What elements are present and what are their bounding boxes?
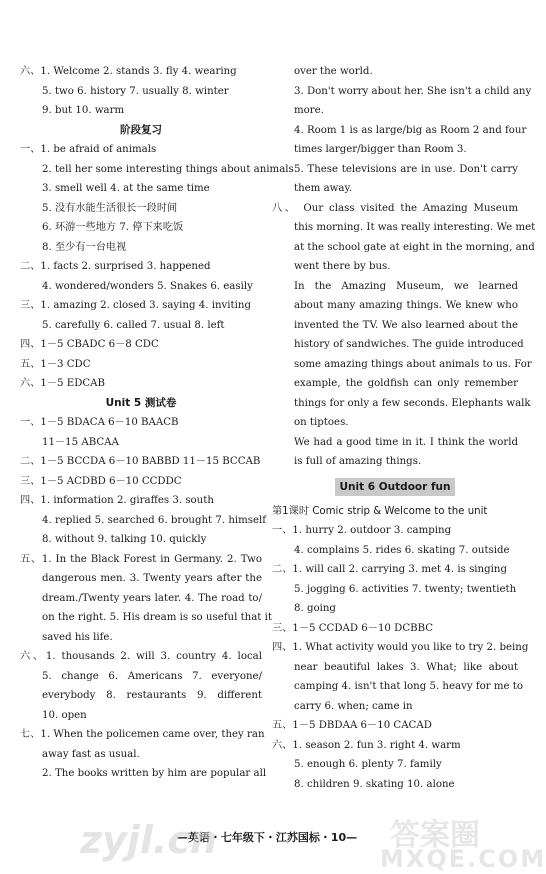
left-line-15: 五、1－3 CDC — [20, 358, 91, 370]
left-line-28: on the right. 5. His dream is so useful that it — [42, 612, 272, 623]
right-line-36: 8. children 9. skating 10. alone — [294, 778, 455, 790]
left-line-0: 六、1. Welcome 2. stands 3. fly 4. wearing — [20, 66, 237, 77]
right-line-11: In the Amazing Museum, we learned — [294, 280, 518, 292]
right-line-29: 四、1. What activity would you like to try 2. being — [272, 642, 529, 653]
left-line-17: Unit 5 测试卷 — [105, 396, 177, 409]
watermark-mxqe: MXQE.COM — [380, 845, 546, 873]
watermark-zyjl: zyjl.cn — [80, 818, 217, 862]
left-line-26: dangerous men. 3. Twenty years after the — [42, 573, 262, 584]
left-line-23: 4. replied 5. searched 6. brought 7. himself — [42, 514, 267, 526]
left-line-27: dream./Twenty years later. 4. The road to/ — [42, 592, 262, 604]
left-line-1: 5. two 6. history 7. usually 8. winter — [42, 85, 229, 97]
left-line-3: 阶段复习 — [120, 123, 162, 136]
watermark-daanquan: 答案圈 — [390, 818, 480, 853]
left-line-24: 8. without 9. talking 10. quickly — [42, 534, 207, 545]
right-line-26: 5. jogging 6. activities 7. twenty; twentieth — [294, 583, 517, 595]
right-line-30: near beautiful lakes 3. What; like about — [294, 661, 518, 673]
left-line-33: 10. open — [42, 709, 87, 721]
right-line-33: 五、1－5 DBDAA 6－10 CACAD — [272, 720, 432, 731]
left-line-12: 三、1. amazing 2. closed 3. saying 4. inviting — [20, 300, 251, 311]
right-line-3: 4. Room 1 is as large/big as Room 2 and four — [294, 124, 527, 136]
left-line-8: 6. 环游一些地方 7. 停下来吃饭 — [42, 222, 184, 233]
page-footer: —英语・七年级下・江苏国标・10— — [176, 831, 358, 844]
right-line-2: more. — [294, 105, 324, 116]
right-line-7: 八、 Our class visited the Amazing Museum — [272, 202, 518, 214]
left-line-19: 11－15 ABCAA — [42, 436, 119, 448]
right-line-5: 5. These televisions are in use. Don't carry — [294, 163, 518, 175]
right-line-14: history of sandwiches. The guide introduced — [294, 339, 524, 350]
right-line-22: 第1课时 Comic strip & Welcome to the unit — [272, 505, 488, 517]
right-line-28: 三、1－5 CCDAD 6－10 DCBBC — [272, 622, 434, 634]
left-line-29: saved his life. — [42, 631, 113, 643]
left-line-14: 四、1－5 CBADC 6－8 CDC — [20, 339, 159, 350]
right-line-21: Unit 6 Outdoor fun — [335, 478, 455, 496]
right-line-35: 5. enough 6. plenty 7. family — [294, 759, 442, 770]
left-line-30: 六、1. thousands 2. will 3. country 4. local — [20, 651, 262, 662]
left-line-7: 5. 没有水能生活很长一段时间 — [42, 202, 178, 214]
right-line-27: 8. going — [294, 603, 336, 614]
left-line-10: 二、1. facts 2. surprised 3. happened — [20, 261, 211, 272]
left-line-4: 一、1. be afraid of animals — [20, 144, 157, 155]
right-line-16: example, the goldfish can only remember — [294, 378, 518, 389]
right-line-1: 3. Don't worry about her. She isn't a child any — [294, 85, 532, 97]
right-line-4: times larger/bigger than Room 3. — [294, 144, 467, 155]
right-line-8: this morning. It was really interesting. We met — [294, 222, 536, 233]
right-line-10: went there by bus. — [294, 261, 391, 272]
right-line-6: them away. — [294, 183, 353, 194]
left-line-5: 2. tell her some interesting things about animals — [42, 163, 294, 175]
right-line-20: is full of amazing things. — [294, 456, 422, 467]
left-line-2: 9. but 10. warm — [42, 105, 125, 116]
left-line-36: 2. The books written by him are popular all — [42, 768, 267, 779]
left-column — [20, 62, 294, 784]
right-line-9: at the school gate at eight in the morning, and — [294, 241, 535, 253]
right-line-12: about many amazing things. We knew who — [294, 300, 518, 311]
right-line-34: 六、1. season 2. fun 3. right 4. warm — [272, 739, 461, 751]
left-line-31: 5. change 6. Americans 7. everyone/ — [42, 670, 262, 682]
left-line-13: 5. carefully 6. called 7. usual 8. left — [42, 319, 225, 331]
left-line-16: 六、1－5 EDCAB — [20, 378, 106, 389]
left-line-18: 一、1－5 BDACA 6－10 BAACB — [20, 417, 179, 428]
right-line-17: things for only a few seconds. Elephants walk — [294, 397, 531, 409]
left-line-22: 四、1. information 2. giraffes 3. south — [20, 495, 214, 506]
right-line-18: on tiptoes. — [294, 417, 349, 428]
left-line-35: away fast as usual. — [42, 748, 140, 760]
right-line-19: We had a good time in it. I think the world — [294, 436, 518, 448]
left-line-32: everybody 8. restaurants 9. different — [42, 690, 262, 701]
right-line-24: 4. complains 5. rides 6. skating 7. outside — [294, 544, 510, 556]
right-column — [272, 62, 536, 794]
left-line-34: 七、1. When the policemen came over, they ran — [20, 729, 265, 740]
right-line-25: 二、1. will call 2. carrying 3. met 4. is singing — [272, 564, 507, 575]
right-line-23: 一、1. hurry 2. outdoor 3. camping — [272, 525, 452, 536]
right-line-32: carry 6. when; came in — [294, 700, 413, 712]
right-line-15: some amazing things about animals to us. For — [294, 358, 532, 370]
right-line-0: over the world. — [294, 66, 373, 77]
left-line-11: 4. wondered/wonders 5. Snakes 6. easily — [42, 280, 253, 292]
right-line-13: invented the TV. We also learned about the — [294, 319, 518, 331]
left-line-20: 二、1－5 BCCDA 6－10 BABBD 11－15 BCCAB — [20, 456, 261, 467]
left-line-25: 五、1. In the Black Forest in Germany. 2. Two — [20, 553, 262, 565]
left-line-6: 3. smell well 4. at the same time — [42, 183, 210, 194]
right-line-31: camping 4. isn't that long 5. heavy for me to — [294, 681, 523, 692]
left-line-21: 三、1－5 ACDBD 6－10 CCDDC — [20, 475, 182, 487]
left-line-9: 8. 至少有一台电视 — [42, 241, 127, 253]
